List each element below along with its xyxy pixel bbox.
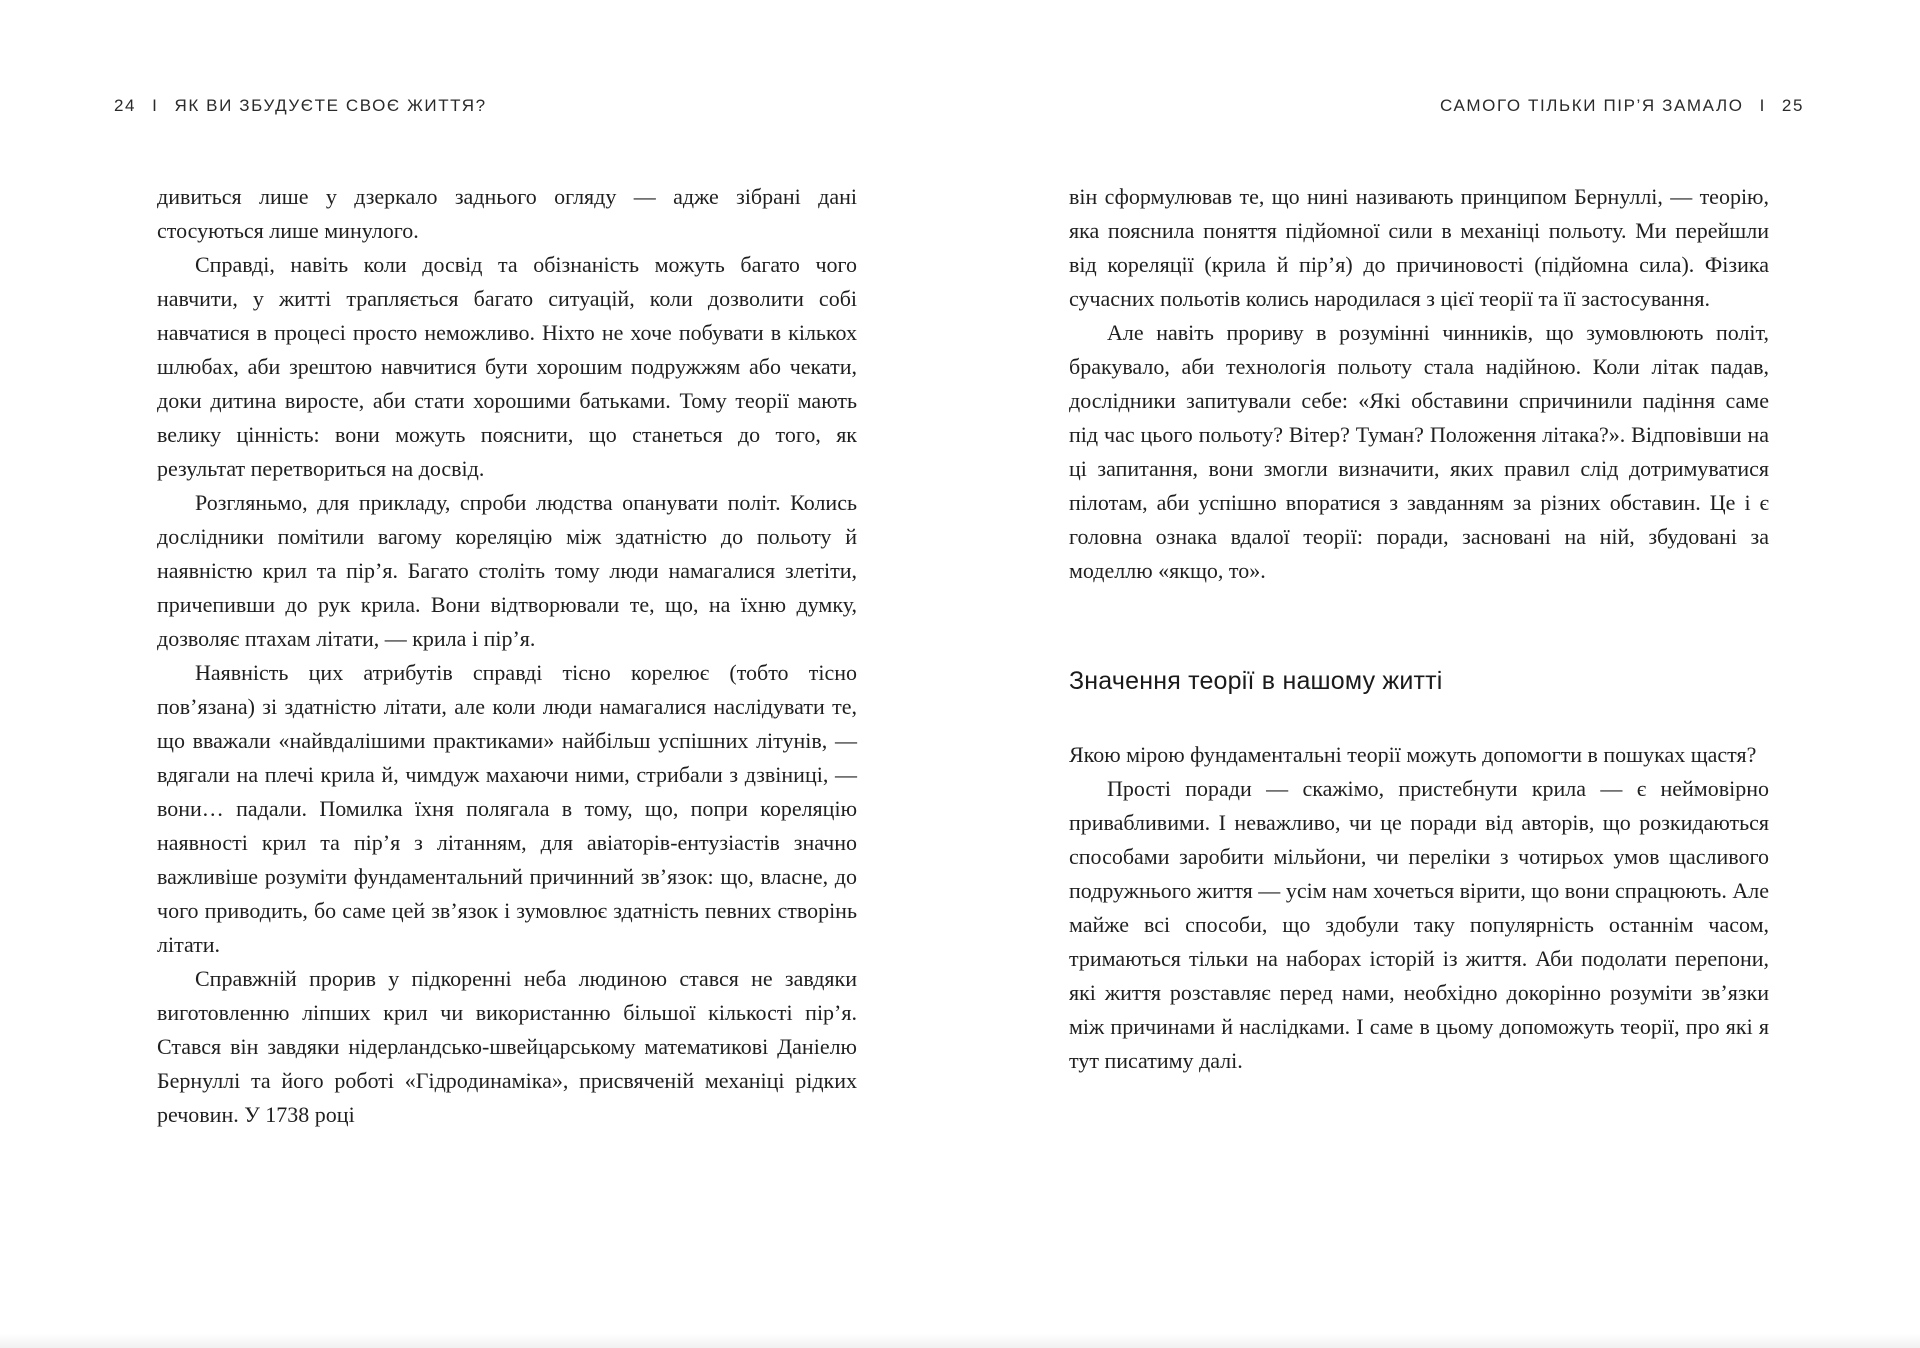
right-paragraph-2: Але навіть прориву в розумінні чинників, що зумовлюють політ, бракувало, аби технологія польоту стала надійною. Коли літак падав, дослідники запитували себе: «Які обставини спричинили падіння саме під час цього польоту? Вітер? Туман? Положення літака?». Відповівши на ці запитання, вони змогли визначити, яких правил слід дотримуватися пілотам, аби успішно впоратися з завданням за різних обставин. Це і є головна ознака вдалої теорії: поради, засновані на ній, збудовані за моделлю «якщо, то». (1069, 320, 1769, 583)
right-paragraph-1: він сформулював те, що нині називають принципом Бернуллі, — теорію, яка пояснила поняття підйомної сили в механіці польоту. Ми перейшли від кореляції (крила й пір’я) до причиновості (підйомна сила). Фізика сучасних польотів колись народилася з цієї теорії та її застосування. (1069, 184, 1769, 311)
left-paragraph-1: дивиться лише у дзеркало заднього огляду — адже зібрані дані стосуються лише минулого. (157, 184, 857, 243)
left-body-text (157, 180, 857, 1132)
right-page-number: 25 (1781, 96, 1804, 115)
right-running-head (1440, 96, 1804, 116)
right-running-head-separator: I (1759, 96, 1766, 115)
left-running-head-separator: I (152, 96, 159, 115)
right-paragraph-3: Якою мірою фундаментальні теорії можуть допомогти в пошуках щастя? (1069, 742, 1757, 767)
left-paragraph-3: Розгляньмо, для прикладу, спроби людства опанувати політ. Колись дослідники помітили вагому кореляцію між здатністю до польоту й наявністю крил та пір’я. Багато століть тому люди намагалися злетіти, причепивши до рук крила. Вони відтворювали те, що, на їхню думку, дозволяє птахам літати, — крила і пір’я. (157, 490, 857, 651)
heading-spacer-bottom (1069, 698, 1769, 738)
left-page-number: 24 (114, 96, 137, 115)
left-running-head (114, 96, 487, 116)
right-body-text (1069, 180, 1769, 1078)
heading-spacer-top (1069, 588, 1769, 664)
left-paragraph-2: Справді, навіть коли досвід та обізнаність можуть багато чого навчити, у житті трапляється багато ситуацій, коли дозволити собі навчатися в процесі просто неможливо. Ніхто не хоче побувати в кількох шлюбах, аби зрештою навчитися бути хорошим подружжям або чекати, доки дитина виросте, аби стати хорошими батьками. Тому теорії мають велику цінність: вони можуть пояснити, що станеться до того, як результат перетвориться на досвід. (157, 252, 857, 481)
left-paragraph-4: Наявність цих атрибутів справді тісно корелює (тобто тісно пов’язана) зі здатністю літати, але коли люди намагалися наслідувати те, що вважали «найвдалішими практиками» найбільш успішних літунів, — вдягали на плечі крила й, чимдуж махаючи ними, стрибали з дзвіниці, — вони… падали. Помилка їхня полягала в тому, що, попри кореляцію наявності крил та пір’я з літанням, для авіаторів-ентузіастів значно важливіше розуміти фундаментальний причинний зв’язок: що, власне, до чого приводить, бо саме цей зв’язок і зумовлює здатність певних створінь літати. (157, 660, 857, 957)
left-paragraph-5: Справжній прорив у підкоренні неба людиною стався не завдяки виготовленню ліпших крил чи використанню більшої кількості пір’я. Стався він завдяки нідерландсько-швейцарському математикові Даніелю Бернуллі та його роботі «Гідродинаміка», присвяченій механіці рідких речовин. У 1738 році (157, 966, 857, 1127)
section-heading: Значення теорії в нашому житті (1069, 667, 1443, 695)
right-chapter-title: САМОГО ТІЛЬКИ ПІР’Я ЗАМАЛО (1439, 96, 1744, 115)
right-paragraph-4: Прості поради — скажімо, пристебнути крила — є неймовірно привабливими. І неважливо, чи це поради від авторів, що розкидаються способами заробити мільйони, чи переліки з чотирьох умов щасливого подружнього життя — усім нам хочеться вірити, що вони спрацюють. Але майже всі способи, що здобули таку популярність останнім часом, тримаються тільки на наборах історій із життя. Аби подолати перепони, які життя розставляє перед нами, необхідно докорінно розуміти зв’язки між причинами й наслідками. І саме в цьому допоможуть теорії, про які я тут писатиму далі. (1069, 776, 1769, 1073)
page-bottom-shadow (0, 1334, 1920, 1348)
right-page (960, 0, 1920, 1348)
left-chapter-title: ЯК ВИ ЗБУДУЄТЕ СВОЄ ЖИТТЯ? (174, 96, 487, 115)
